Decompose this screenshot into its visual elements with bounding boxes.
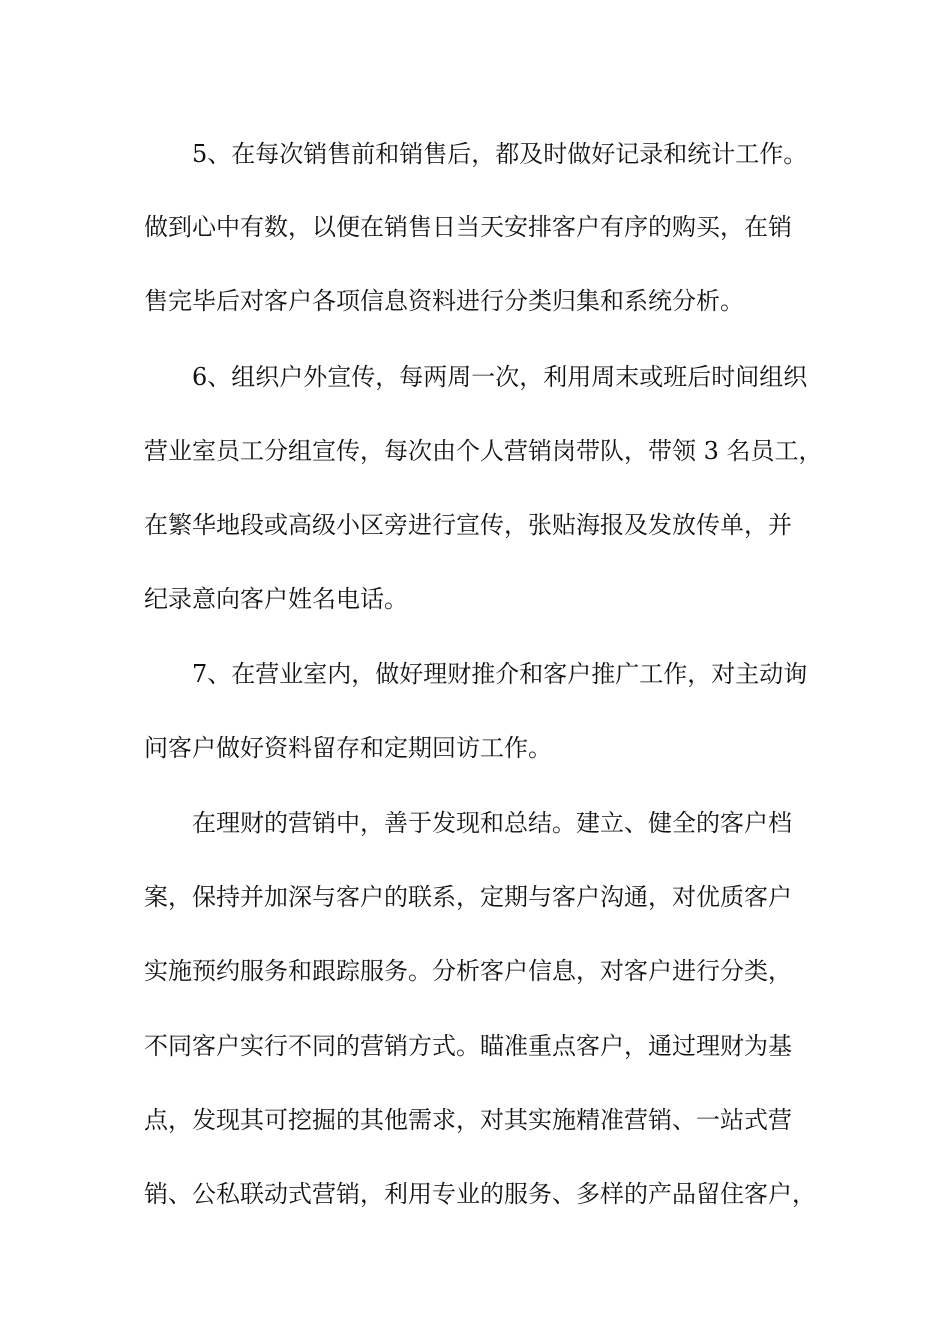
paragraph-line: 做到心中有数，以便在销售日当天安排客户有序的购买，在销 [144,213,792,241]
paragraph-line: 在繁华地段或高级小区旁进行宣传，张贴海报及发放传单，并 [144,511,792,539]
paragraph-line: 销、公私联动式营销，利用专业的服务、多样的产品留住客户， [144,1180,816,1208]
paragraph-line: 7、在营业室内，做好理财推介和客户推广工作，对主动询 [192,660,808,688]
paragraph-line: 点，发现其可挖掘的其他需求，对其实施精准营销、一站式营 [144,1106,792,1134]
paragraph-line: 纪录意向客户姓名电话。 [144,585,408,613]
paragraph-line: 5、在每次销售前和销售后，都及时做好记录和统计工作。 [192,140,808,168]
paragraph-line: 营业室员工分组宣传，每次由个人营销岗带队，带领 3 名员工， [144,437,823,465]
paragraph-line: 6、组织户外宣传，每两周一次，利用周末或班后时间组织 [192,363,808,391]
paragraph-line: 案，保持并加深与客户的联系，定期与客户沟通，对优质客户 [144,883,792,911]
paragraph-line: 实施预约服务和跟踪服务。分析客户信息，对客户进行分类， [144,957,792,985]
paragraph-line: 问客户做好资料留存和定期回访工作。 [144,734,552,762]
paragraph-line: 在理财的营销中，善于发现和总结。建立、健全的客户档 [192,809,792,837]
paragraph-line: 售完毕后对客户各项信息资料进行分类归集和系统分析。 [144,287,744,315]
paragraph-line: 不同客户实行不同的营销方式。瞄准重点客户，通过理财为基 [144,1032,792,1060]
